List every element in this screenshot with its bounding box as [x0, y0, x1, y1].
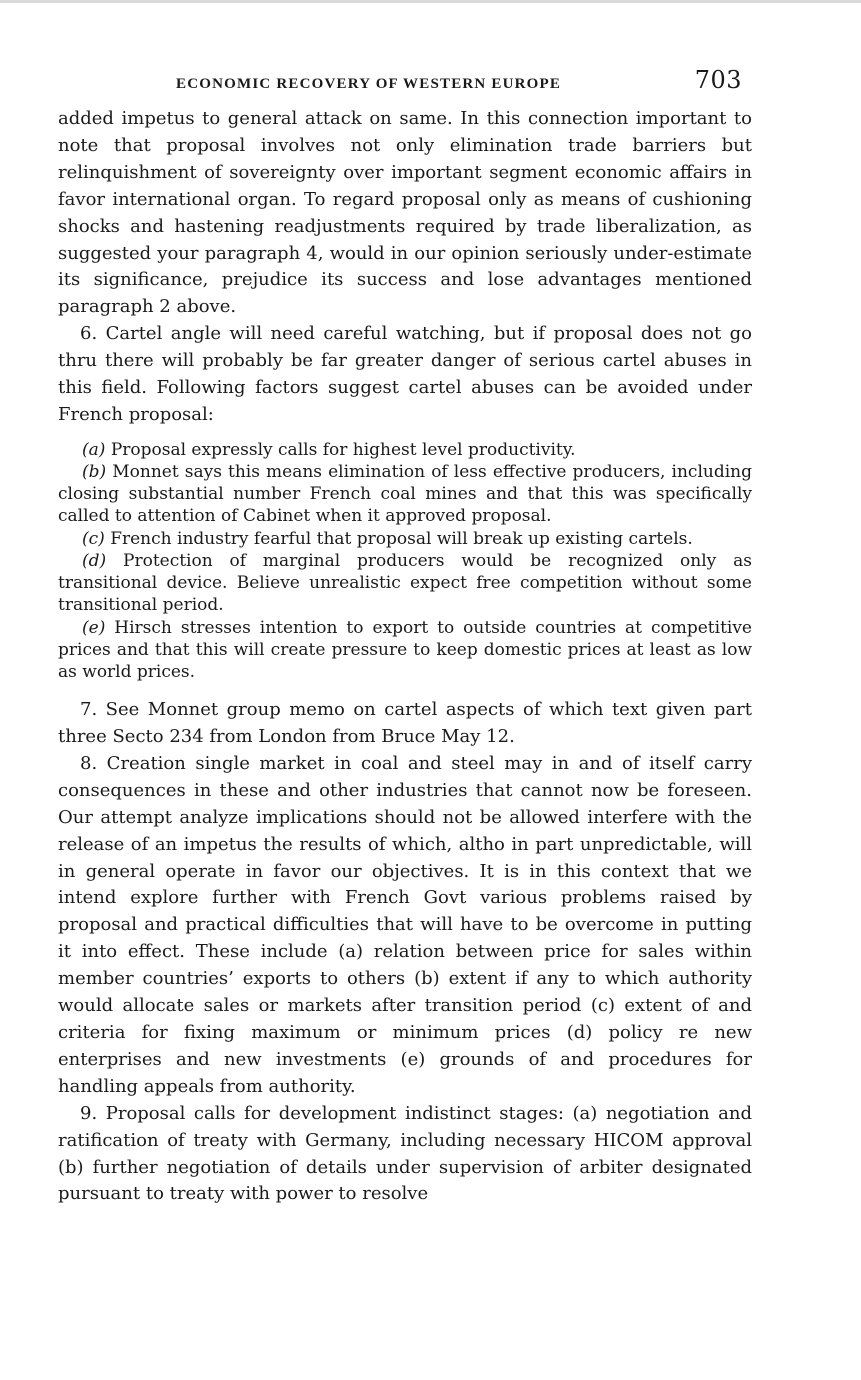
- factor-text: Protection of marginal producers would be recognized only as transitional device. Believe unrealistic expect free competition without some transitional period.: [58, 550, 752, 616]
- factor-item-e: [58, 617, 752, 684]
- paragraph-7: 7. See Monnet group memo on cartel aspects of which text given part three Secto 234 from London from Bruce May 12.: [58, 699, 752, 748]
- running-title: ECONOMIC RECOVERY OF WESTERN EUROPE: [176, 76, 562, 92]
- factor-marker: (e): [82, 617, 106, 638]
- page-header: [58, 62, 752, 106]
- factor-item-a: [58, 439, 752, 461]
- paragraph-8: 8. Creation single market in coal and steel may in and of itself carry consequences in these and other industries that cannot now be foreseen. Our attempt analyze implications should not be allowed interfere with the release of an impetus the results of which, altho in part unpredictable, will in general operate in favor our objectives. It is in this context that we intend explore further with French Govt various problems raised by proposal and practical difficulties that will have to be overcome in putting it into effect. These include (a) relation between price for sales within member countries’ exports to others (b) extent if any to which authority would allocate sales or markets after transition period (c) extent of and criteria for fixing maximum or minimum prices (d) policy re new enterprises and new investments (e) grounds of and procedures for handling appeals from authority.: [58, 752, 752, 1097]
- factor-marker: (d): [82, 550, 107, 571]
- factor-list: [58, 439, 752, 683]
- document-page: [58, 62, 752, 1208]
- factor-text: Proposal expressly calls for highest level productivity.: [110, 439, 576, 460]
- factor-marker: (b): [82, 462, 107, 483]
- factor-marker: (c): [82, 528, 105, 549]
- factor-item-c: [58, 528, 752, 550]
- paragraph-9: 9. Proposal calls for development indistinct stages: (a) negotiation and ratification of treaty with Germany, including necessary HICOM approval (b) further negotiation of details under supervision of arbiter designated pursuant to treaty with power to resolve: [58, 1102, 752, 1205]
- factor-item-b: [58, 461, 752, 528]
- factor-text: Monnet says this means elimination of less effective producers, including closing substantial number French coal mines and that this was specifically called to attention of Cabinet when it approved proposal.: [58, 462, 752, 527]
- factor-marker: (a): [82, 439, 106, 460]
- factor-text: French industry fearful that proposal will break up existing cartels.: [110, 528, 693, 549]
- paragraph-6: 6. Cartel angle will need careful watching, but if proposal does not go thru there will probably be far greater danger of serious cartel abuses in this field. Following factors suggest cartel abuses can be avoided under French proposal:: [58, 323, 752, 425]
- paragraph-continued: added impetus to general attack on same. In this connection important to note that proposal involves not only elimination trade barriers but relinquishment of sovereignty over important segment economic affairs in favor international organ. To regard proposal only as means of cushioning shocks and hastening readjustments required by trade liberalization, as suggested your paragraph 4, would in our opinion seriously under-estimate its significance, prejudice its success and lose advantages mentioned paragraph 2 above.: [58, 108, 752, 318]
- page-number: 703: [694, 66, 742, 94]
- top-edge-rule: [0, 0, 861, 3]
- factor-item-d: [58, 550, 752, 617]
- factor-text: Hirsch stresses intention to export to outside countries at competitive prices and that this will create pressure to keep domestic prices at least as low as world prices.: [58, 617, 752, 682]
- body-text: [58, 106, 752, 1208]
